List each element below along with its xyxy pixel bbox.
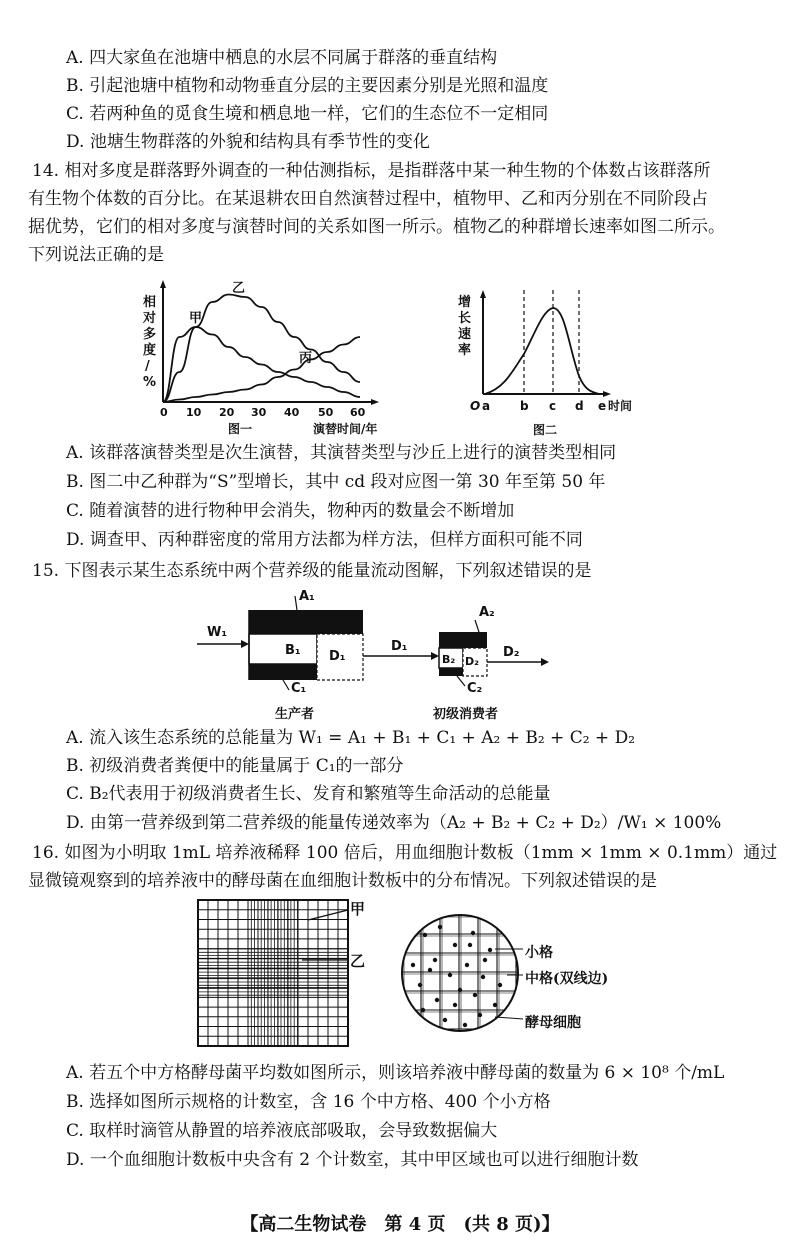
yeast-cell-dot [468, 943, 472, 947]
yeast-cell-dot [423, 933, 427, 937]
yeast-cell-dot [488, 948, 492, 952]
hemocytometer-grid [196, 898, 396, 1053]
fig2-point-d: d [575, 399, 584, 413]
label-a2: A₂ [479, 605, 495, 620]
fig1-ylabel-char: / [145, 359, 150, 374]
grid-label-yi: 乙 [350, 952, 366, 970]
grid-label-jia: 甲 [350, 900, 366, 918]
q13-option-b: B. 引起池塘中植物和动物垂直分层的主要因素分别是光照和温度 [66, 76, 549, 96]
yeast-cell-dot [481, 975, 485, 979]
fig2-ylabel-char: 速 [458, 327, 472, 342]
yeast-cell-dot [418, 983, 422, 987]
yeast-cell-dot [453, 943, 457, 947]
label-d1-box: D₁ [329, 649, 346, 664]
fig1-label-yi: 乙 [232, 281, 246, 296]
q14-option-c: C. 随着演替的进行物种甲会消失，物种丙的数量会不断增加 [66, 501, 515, 521]
fig1-caption: 图一 [228, 422, 253, 436]
fig1-ylabel-char: % [143, 375, 157, 390]
yeast-cell-dot [421, 1008, 425, 1012]
label-medium-square: 中格(双线边) [525, 971, 609, 987]
q15-stem: 15. 下图表示某生态系统中两个营养级的能量流动图解，下列叙述错误的是 [32, 561, 592, 581]
yeast-cell-dot [438, 925, 442, 929]
q16-stem-line2: 显微镜观察到的培养液中的酵母菌在血细胞计数板中的分布情况。下列叙述错误的是 [28, 871, 657, 891]
q16-option-c: C. 取样时滴管从静置的培养液底部吸取，会导致数据偏大 [66, 1121, 498, 1141]
fig2-point-b: b [520, 399, 529, 413]
label-c1: C₁ [291, 681, 307, 696]
yeast-cell-dot [465, 963, 469, 967]
label-d2-box: D₂ [465, 655, 479, 668]
fig1-xtick: 30 [251, 406, 267, 419]
fig1-xtick: 60 [350, 406, 366, 419]
fig1-ylabel-char: 对 [143, 311, 157, 326]
q14-option-b: B. 图二中乙种群为“S”型增长，其中 cd 段对应图一第 30 年至第 50 年 [66, 472, 606, 492]
fig1-ylabel-char: 多 [143, 327, 157, 342]
q15-option-d: D. 由第一营养级到第二营养级的能量传递效率为（A₂ + B₂ + C₂ + D₂）/W₁ × 100% [66, 813, 722, 833]
fig1-xtick: 20 [219, 406, 235, 419]
q16-option-b: B. 选择如图所示规格的计数室，含 16 个中方格、400 个小方格 [66, 1092, 551, 1112]
arrow-w1-head [241, 640, 249, 648]
yeast-cell-dot [448, 973, 452, 977]
fig1-xtick: 50 [318, 406, 334, 419]
q15-option-b: B. 初级消费者粪便中的能量属于 C₁的一部分 [66, 756, 404, 776]
box-a1 [249, 610, 363, 634]
label-d2-arrow: D₂ [503, 645, 520, 660]
fig1-origin: 0 [160, 406, 168, 419]
circle-outline [402, 915, 518, 1031]
yeast-cell-dot [463, 1023, 467, 1027]
energy-flow-diagram [195, 586, 575, 726]
q14-stem-line3: 据优势，它们的相对多度与演替时间的关系如图一所示。植物乙的种群增长速率如图二所示。 [28, 217, 725, 237]
fig2-ylabel-char: 长 [458, 311, 472, 326]
fig2-point-c: c [549, 399, 557, 413]
q16-stem-line1: 16. 如图为小明取 1mL 培养液稀释 100 倍后，用血细胞计数板（1mm × 1mm × 0.1mm）通过 [32, 843, 778, 863]
label-b2: B₂ [442, 653, 456, 666]
fig1-xtick: 10 [186, 406, 202, 419]
yeast-cell-dot [478, 1013, 482, 1017]
yeast-cell-dot [435, 998, 439, 1002]
fig2-origin: O [470, 399, 481, 413]
fig1-label-bing: 丙 [299, 351, 313, 366]
q14-stem-line2: 有生物个体数的百分比。在某退耕农田自然演替过程中，植物甲、乙和丙分别在不同阶段占 [28, 189, 708, 209]
label-d1-arrow: D₁ [391, 639, 408, 654]
box-c1 [249, 664, 317, 680]
q16-option-d: D. 一个血细胞计数板中央含有 2 个计数室，其中甲区域也可以进行细胞计数 [66, 1150, 639, 1170]
fig1-label-jia: 甲 [189, 311, 203, 326]
fig2-growth-rate-curve [485, 308, 599, 394]
q13-option-c: C. 若两种鱼的觅食生境和栖息地一样，它们的生态位不一定相同 [66, 104, 549, 124]
fig1-ylabel [142, 294, 156, 390]
fig1-curve-jia [163, 327, 360, 402]
fig2-xlabel: 时间 [608, 399, 633, 413]
fig1-curve-bing [163, 337, 360, 402]
yeast-cell-dot [433, 958, 437, 962]
q13-option-a: A. 四大家鱼在池塘中栖息的水层不同属于群落的垂直结构 [66, 48, 498, 68]
label-b1: B₁ [285, 643, 301, 658]
yeast-cell-dot [411, 963, 415, 967]
yeast-cell-dot [493, 1003, 497, 1007]
q16-option-a: A. 若五个中方格酵母菌平均数如图所示，则该培养液中酵母菌的数量为 6 × 10⁸ 个/mL [66, 1063, 725, 1083]
fig2-point-e: e [598, 399, 607, 413]
yeast-cell-dot [498, 983, 502, 987]
q15-option-c: C. B₂代表用于初级消费者生长、发育和繁殖等生命活动的总能量 [66, 784, 551, 804]
label-yeast-cell: 酵母细胞 [525, 1015, 581, 1031]
fig1-xtick: 40 [284, 406, 300, 419]
yeast-cell-dot [453, 1003, 457, 1007]
fig1-ylabel-char: 相 [143, 295, 157, 310]
fig2-y-arrow [480, 290, 486, 298]
leader-yeast-cell [495, 1017, 523, 1019]
q14-option-a: A. 该群落演替类型是次生演替，其演替类型与沙丘上进行的演替类型相同 [66, 443, 617, 463]
yeast-cell-dot [483, 958, 487, 962]
label-a1: A₁ [299, 589, 315, 604]
fig1-xlabel: 演替时间/年 [313, 422, 378, 436]
caption-producer: 生产者 [275, 707, 315, 722]
yeast-cell-dot [473, 993, 477, 997]
caption-consumer: 初级消费者 [433, 707, 499, 722]
fig1-ylabel-char: 度 [143, 343, 157, 358]
label-w1: W₁ [207, 625, 228, 640]
label-small-square: 小格 [525, 945, 553, 961]
yeast-cell-dot [428, 968, 432, 972]
q14-stem-line1: 14. 相对多度是群落野外调查的一种估测指标，是指群落中某一种生物的个体数占该群落所 [32, 161, 711, 181]
fig2-point-a: a [482, 399, 491, 413]
arrow-d1-head [431, 652, 439, 660]
q13-option-d: D. 池塘生物群落的外貌和结构具有季节性的变化 [66, 132, 430, 152]
page-footer: 【高二生物试卷 第 4 页 (共 8 页)】 [240, 1214, 560, 1235]
box-a2 [439, 632, 487, 648]
yeast-cell-dot [458, 988, 462, 992]
yeast-cell-dot [471, 931, 475, 935]
yeast-cell-dot [443, 1018, 447, 1022]
fig2-ylabel-char: 率 [458, 343, 472, 358]
figure-1-chart [138, 276, 388, 436]
arrow-d2-head [541, 658, 549, 666]
label-c2: C₂ [467, 681, 483, 696]
fig1-x-arrow [371, 399, 379, 405]
grid-label-leaders [300, 900, 350, 970]
fig2-ylabel-char: 增 [458, 295, 472, 310]
box-b1 [249, 634, 317, 664]
fig1-y-arrow [160, 280, 166, 288]
q14-stem-line4: 下列说法正确的是 [28, 245, 164, 265]
fig2-caption: 图二 [533, 423, 558, 437]
q14-option-d: D. 调查甲、丙种群密度的常用方法都为样方法，但样方面积可能不同 [66, 530, 583, 550]
fig2-x-arrow [603, 391, 611, 397]
box-c2 [439, 668, 463, 676]
q15-option-a: A. 流入该生态系统的总能量为 W₁ = A₁ + B₁ + C₁ + A₂ + B₂ + C₂ + D₂ [66, 728, 636, 748]
figure-2-chart [455, 288, 645, 438]
